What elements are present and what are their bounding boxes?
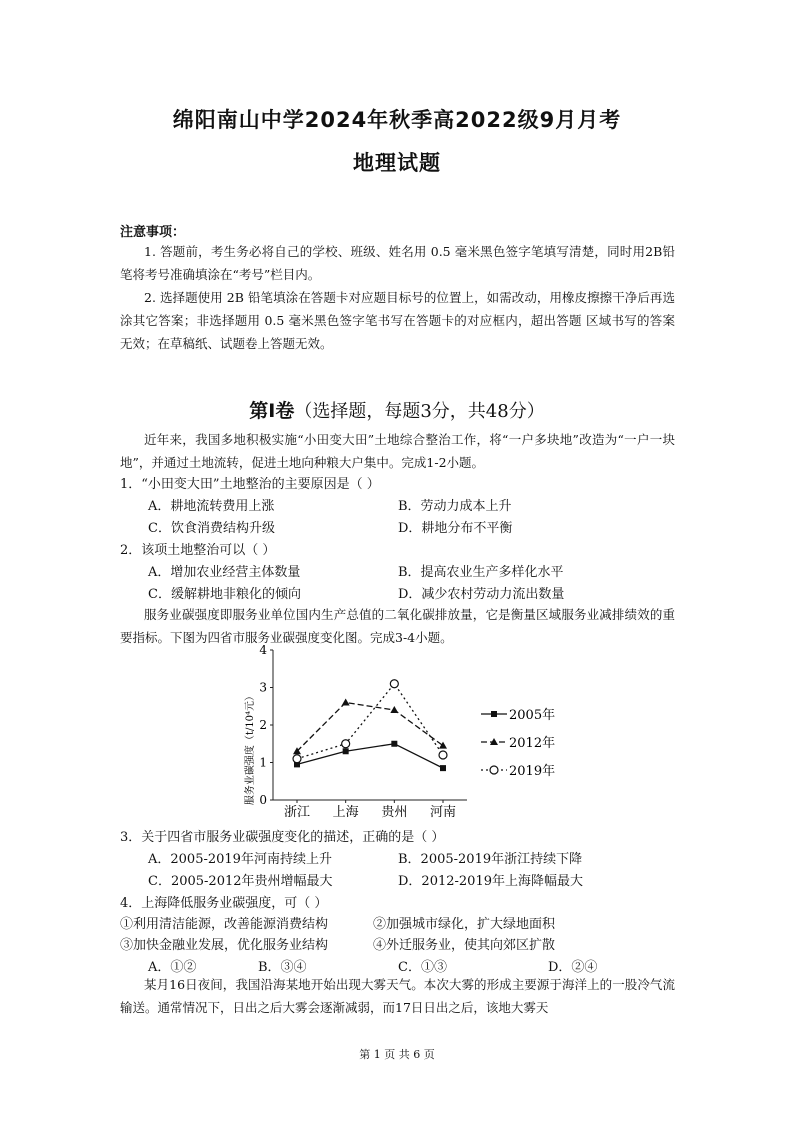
- carbon-intensity-chart: [225, 642, 585, 822]
- q4-option-d: D．②④: [548, 960, 598, 975]
- page-footer: 第 1 页 共 6 页: [359, 1048, 435, 1061]
- section-heading: [0, 396, 794, 423]
- q4-option-c: C．①③: [398, 960, 447, 975]
- q3-option-b: B．2005-2019年浙江持续下降: [398, 852, 583, 867]
- legend-label: 2005年: [509, 708, 556, 723]
- chart-legend: [481, 707, 555, 779]
- q4-statement-3: ③加快金融业发展，优化服务业结构: [120, 938, 329, 953]
- q1-stem: 1．“小田变大田”土地整治的主要原因是（ ）: [120, 477, 380, 492]
- q2-option-a: A．增加农业经营主体数量: [148, 565, 301, 580]
- q4-option-a: A．①②: [148, 960, 197, 975]
- chart-data-point: [439, 751, 447, 759]
- q1-option-a: A．耕地流转费用上涨: [148, 499, 275, 514]
- legend-label: 2012年: [509, 736, 556, 751]
- q4-statement-4: ④外迁服务业，使其向郊区扩散: [373, 938, 556, 953]
- q3-option-a: A．2005-2019年河南持续上升: [148, 852, 332, 867]
- chart-y-tick-label: 0: [259, 793, 267, 807]
- chart-x-tick-label: 浙江: [283, 805, 311, 820]
- q2-option-b: B．提高农业生产多样化水平: [398, 565, 564, 580]
- q3-option-c: C．2005-2012年贵州增幅最大: [148, 874, 333, 889]
- chart-data-point: [343, 748, 349, 754]
- q2-option-c: C．缓解耕地非粮化的倾向: [148, 587, 301, 602]
- section-label: 第Ⅰ卷: [249, 400, 295, 422]
- notice-heading: 注意事项：: [120, 225, 186, 240]
- exam-subject: 地理试题: [353, 151, 441, 175]
- legend-label: 2019年: [509, 764, 556, 779]
- chart-y-label: 服务业碳强度（t/10⁴元）: [245, 690, 256, 806]
- chart-data-point: [439, 742, 447, 749]
- chart-x-tick-label: 河南: [429, 805, 457, 820]
- chart-y-tick-label: 4: [259, 643, 267, 657]
- q1-option-c: C．饮食消费结构升级: [148, 521, 275, 536]
- q4-statement-2: ②加强城市绿化，扩大绿地面积: [373, 917, 556, 932]
- intro-2: 服务业碳强度即服务业单位国内生产总值的二氧化碳排放量，它是衡量区域服务业减排绩效的重要指标。下图为四省市服务业碳强度变化图。完成3-4小题。: [120, 607, 675, 645]
- chart-data-point: [342, 740, 350, 748]
- chart-y-tick-label: 1: [259, 755, 267, 770]
- section-note: （选择题，每题3分，共48分）: [294, 401, 545, 422]
- q4-statement-1: ①利用清洁能源，改善能源消费结构: [120, 917, 329, 932]
- legend-marker: [491, 711, 497, 717]
- chart-data-point: [293, 755, 301, 763]
- q1-option-d: D．耕地分布不平衡: [398, 521, 513, 536]
- intro-3: 某月16日夜间，我国沿海某地开始出现大雾天气。本次大雾的形成主要源于海洋上的一股冷气流输送。通常情况下，日出之后大雾会逐渐减弱，而17日日出之后，该地大雾天: [120, 977, 675, 1015]
- exam-title: 绵阳南山中学2024年秋季高2022级9月月考: [172, 108, 622, 132]
- q2-stem: 2．该项土地整治可以（ ）: [120, 543, 276, 558]
- chart-axes: [259, 643, 467, 820]
- notice-item-1: 1. 答题前，考生务必将自己的学校、班级、姓名用 0.5 毫米黑色签字笔填写清楚，同时用2B铅笔将考号准确填涂在“考号”栏目内。: [120, 244, 675, 282]
- legend-marker: [490, 766, 498, 774]
- chart-data-point: [390, 680, 398, 688]
- q1-option-b: B．劳动力成本上升: [398, 499, 512, 514]
- notice-item-2: 2. 选择题使用 2B 铅笔填涂在答题卡对应题目标号的位置上，如需改动，用橡皮擦擦干净后再选涂其它答案；非选择题用 0.5 毫米黑色签字笔书写在答题卡的对应框内，超出答题 区域书写的答案无效；在草稿纸、试题卷上答题无效。: [120, 290, 675, 351]
- chart-data-point: [440, 765, 446, 771]
- chart-x-tick-label: 贵州: [381, 805, 408, 820]
- chart-data-point: [391, 741, 397, 747]
- chart-y-tick-label: 2: [259, 718, 267, 732]
- q4-option-b: B．③④: [258, 960, 307, 975]
- chart-series-line: [297, 744, 443, 768]
- chart-series-line: [297, 703, 443, 752]
- chart-data-point: [342, 699, 350, 706]
- q3-option-d: D．2012-2019年上海降幅最大: [398, 874, 583, 889]
- chart-data-point: [390, 706, 398, 713]
- q3-stem: 3．关于四省市服务业碳强度变化的描述，正确的是（ ）: [120, 830, 445, 845]
- chart-x-tick-label: 上海: [332, 805, 359, 820]
- q2-option-d: D．减少农村劳动力流出数量: [398, 587, 565, 602]
- q4-stem: 4．上海降低服务业碳强度，可（ ）: [120, 896, 328, 911]
- chart-y-tick-label: 3: [259, 680, 267, 695]
- intro-1: 近年来，我国多地积极实施“小田变大田”土地综合整治工作，将“一户多块地”改造为“一户一块地”，并通过土地流转，促进土地向种粮大户集中。完成1-2小题。: [120, 432, 675, 470]
